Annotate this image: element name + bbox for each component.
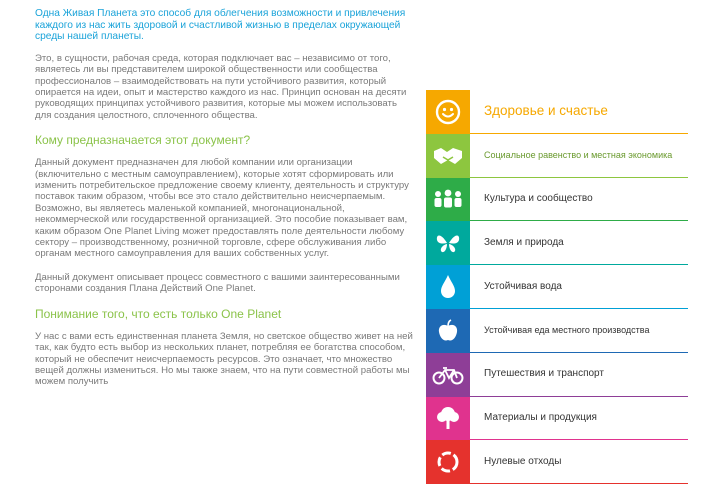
handshake-icon	[433, 145, 463, 167]
principle-label: Культура и сообщество	[470, 178, 688, 222]
document-text-column	[35, 8, 413, 400]
principle-icon-tile	[426, 397, 470, 441]
body-paragraph-4: У нас с вами есть единственная планета Земля, но светское общество живет на ней так, как будто есть выбор из нескольких планет, потребляя ее богатства способом, который не обеспечит неисчерпаемость ресурсов. Это означает, что множество вещей должны измениться. Но мы также знаем, что на пути совместной работы мы можем получить	[35, 330, 413, 388]
principle-health-happiness	[426, 90, 688, 134]
principle-icon-tile	[426, 440, 470, 484]
body-paragraph-1: Это, в сущности, рабочая среда, которая подключает вас – независимо от того, являетесь ли вы представителем широкой общественности или сообщества профессионалов – взаимодействовать на пути устойчивого развития, который опирается на идеи, опыт и мастерство каждого из нас. Принцип основан на десяти руководящих принципах устойчивого развития, которые мы можем использовать для создания целостного, сплоченного общества.	[35, 52, 407, 121]
recycle-icon	[435, 449, 461, 475]
principle-label: Социальное равенство и местная экономика	[470, 134, 688, 178]
principle-land-nature	[426, 221, 688, 265]
principle-icon-tile	[426, 265, 470, 309]
section-heading-one-planet: Понимание того, что есть только One Planet	[35, 306, 282, 321]
principle-zero-waste	[426, 440, 688, 484]
principle-label: Материалы и продукция	[470, 397, 688, 441]
principle-icon-tile	[426, 90, 470, 134]
bicycle-icon	[432, 365, 464, 385]
principle-travel-transport	[426, 353, 688, 397]
intro-paragraph: Одна Живая Планета это способ для облегчения возможности и привлечения каждого из нас жить здоровой и счастливой жизнью в пределах окружающей среды нашей планеты.	[35, 8, 406, 43]
section-heading-audience: Кому предназначается этот документ?	[35, 133, 251, 148]
principle-local-food	[426, 309, 688, 353]
principle-icon-tile	[426, 353, 470, 397]
principle-water	[426, 265, 688, 309]
water-drop-icon	[439, 274, 457, 300]
principle-icon-tile	[426, 134, 470, 178]
body-paragraph-2: Данный документ предназначен для любой компании или организации (включительно с местным самоуправлением), которые хотят сформировать или изменить потребительское предложение своему клиенту, деятельность и структуру поставок таким образом, чтобы все это стало действительно неисчерпаемым. Возможно, вы являетесь маленькой компанией, многонациональной, некоммерческой или государственной организацией. Это пособие показывает вам, каким образом One Planet Living может предоставлять поле деятельности любому сектору – производственному, розничной торговле, сфере обслуживания либо органам местного самоуправления для ваших собственных услуг.	[35, 157, 409, 260]
principles-list	[426, 90, 688, 484]
tree-icon	[436, 405, 460, 431]
people-icon	[432, 188, 464, 210]
principle-culture-community	[426, 178, 688, 222]
principle-label: Путешествия и транспорт	[470, 353, 688, 397]
butterfly-icon	[435, 231, 461, 255]
body-paragraph-3: Данный документ описывает процесс совместного с вашими заинтересованными сторонами создания Плана Действий One Planet.	[35, 271, 400, 295]
principle-icon-tile	[426, 309, 470, 353]
apple-icon	[437, 319, 459, 343]
principle-label: Устойчивая вода	[470, 265, 688, 309]
smiley-icon	[435, 99, 461, 125]
principle-materials-products	[426, 397, 688, 441]
principle-label: Устойчивая еда местного производства	[470, 309, 688, 353]
principle-label: Земля и природа	[470, 221, 688, 265]
principle-equity-economy	[426, 134, 688, 178]
principle-label: Здоровье и счастье	[470, 90, 688, 134]
principle-label: Нулевые отходы	[470, 440, 688, 484]
principle-icon-tile	[426, 178, 470, 222]
principle-icon-tile	[426, 221, 470, 265]
